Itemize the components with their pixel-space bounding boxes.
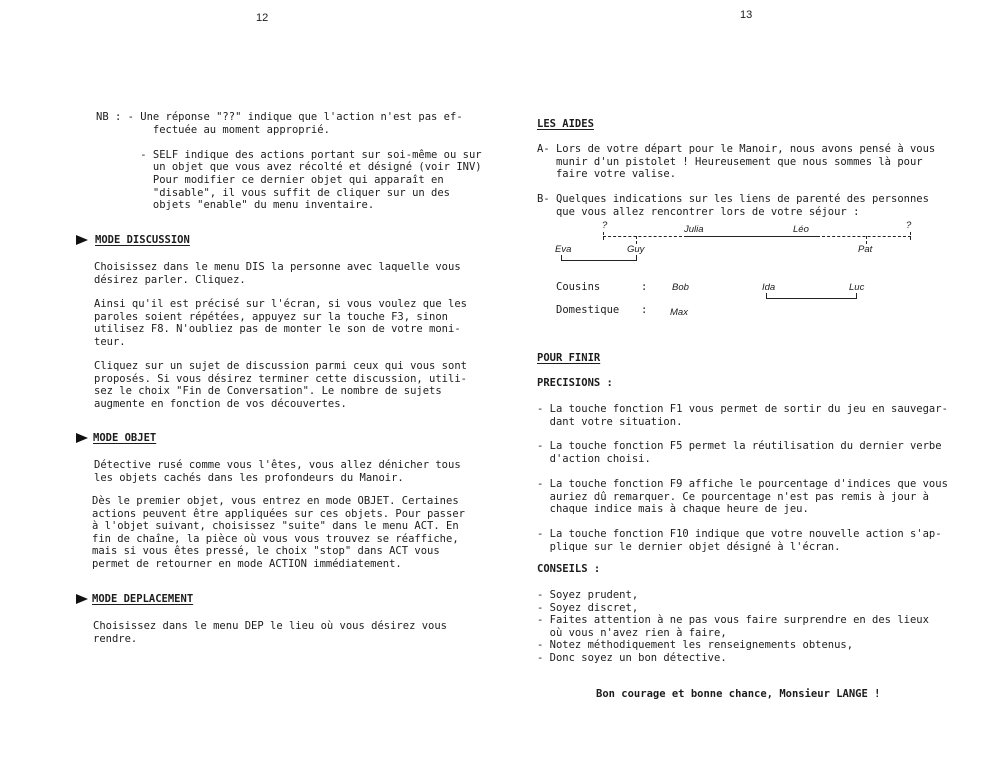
tree-unknown-right: ? (906, 220, 912, 231)
arrow-right-icon (76, 594, 88, 604)
tree-name-eva: Eva (555, 244, 572, 255)
conseils-list: - Soyez prudent, - Soyez discret, - Faites attention à ne pas vous faire surprendre en des lieux où vous n'avez rien à faire, - Notez méthodiquement les renseignements obtenus, - Donc soyez un bon détective. (537, 589, 929, 664)
subtitle-conseils: CONSEILS : (537, 563, 601, 575)
tree-name-guy: Guy (627, 244, 645, 255)
tree-colon: : (641, 281, 648, 293)
tree-line (856, 293, 857, 299)
arrow-right-icon (76, 235, 88, 245)
arrow-right-icon (76, 433, 88, 443)
tree-name-ida: Ida (762, 282, 776, 293)
tree-colon: : (641, 304, 648, 316)
page-number-left: 12 (256, 12, 269, 24)
paragraph: Cliquez sur un sujet de discussion parmi ceux qui vous sont proposés. Si vous désirez terminer cette discussion, utili- sez le choix "Fin de Conversation". Le nombre de sujets augmente en fonction de vos découvertes. (94, 360, 467, 410)
tree-unknown-left: ? (602, 220, 608, 231)
tree-line (687, 236, 817, 237)
list-item: - La touche fonction F10 indique que votre nouvelle action s'ap- plique sur le dernier objet désigné à l'écran. (537, 528, 942, 553)
page-number-right: 13 (740, 9, 753, 21)
tree-name-luc: Luc (849, 282, 865, 293)
tree-name-julia: Julia (684, 224, 704, 235)
paragraph: Ainsi qu'il est précisé sur l'écran, si vous voulez que les paroles soient répétées, appuyez sur la touche F3, sinon utilisez F8. N'oubliez pas de monter le son de votre moni- teur. (94, 298, 467, 348)
section-title-discussion: MODE DISCUSSION (95, 234, 190, 246)
tree-line (636, 255, 637, 261)
paragraph: Détective rusé comme vous l'êtes, vous allez dénicher tous les objets cachés dans les profondeurs du Manoir. (94, 459, 461, 484)
list-item: - La touche fonction F9 affiche le pourcentage d'indices que vous auriez dû remarquer. Ce pourcentage n'est pas remis à jour à chaque indice mais à chaque heure de jeu. (537, 478, 948, 516)
nb-note: NB : - Une réponse "??" indique que l'action n'est pas ef- fectuée au moment approprié. - SELF indique des actions portant sur soi-même ou sur un objet que vous avez récolté et désigné (voir INV) Pour modifier ce dernier objet qui apparaît en "disable", il vous suffit de cliquer sur un des objets "enable" du menu inventaire. (96, 111, 482, 212)
list-item: - La touche fonction F5 permet la réutilisation du dernier verbe d'action choisi. (537, 440, 942, 465)
paragraph: Choisissez dans le menu DIS la personne avec laquelle vous désirez parler. Cliquez. (94, 261, 461, 286)
tree-line (866, 236, 867, 244)
tree-line (603, 236, 687, 237)
tree-line (817, 236, 911, 237)
section-title-deplacement: MODE DEPLACEMENT (92, 593, 194, 605)
tree-name-max: Max (670, 307, 688, 318)
tree-name-pat: Pat (858, 244, 873, 255)
tree-name-bob: Bob (672, 282, 689, 293)
tree-label-cousins: Cousins (556, 281, 601, 293)
section-title-pour-finir: POUR FINIR (537, 352, 601, 364)
section-title-objet: MODE OBJET (93, 432, 157, 444)
closing-line: Bon courage et bonne chance, Monsieur LANGE ! (596, 688, 881, 700)
subtitle-precisions: PRECISIONS : (537, 377, 613, 389)
tree-line (910, 232, 911, 240)
aide-b: B- Quelques indications sur les liens de parenté des personnes que vous allez rencontrer lors de votre séjour : (537, 193, 929, 218)
tree-name-leo: Léo (793, 224, 809, 235)
section-title-aides: LES AIDES (537, 118, 594, 130)
paragraph: Dès le premier objet, vous entrez en mode OBJET. Certaines actions peuvent être appliquées sur ces objets. Pour passer à l'objet suivant, choisissez "suite" dans le menu ACT. En fin de chaîne, la pièce où vous vous trouvez se réaffiche, mais si vous êtes pressé, le choix "stop" dans ACT vous permet de retourner en mode ACTION immédiatement. (92, 495, 465, 570)
tree-label-domestique: Domestique (556, 304, 620, 316)
aide-a: A- Lors de votre départ pour le Manoir, nous avons pensé à vous munir d'un pistolet ! Heureusement que nous sommes là pour faire votre valise. (537, 143, 936, 181)
list-item: - La touche fonction F1 vous permet de sortir du jeu en sauvegar- dant votre situation. (537, 403, 948, 428)
tree-line (636, 236, 637, 244)
tree-line (561, 260, 637, 261)
paragraph: Choisissez dans le menu DEP le lieu où vous désirez vous rendre. (93, 620, 448, 645)
tree-line (766, 298, 857, 299)
